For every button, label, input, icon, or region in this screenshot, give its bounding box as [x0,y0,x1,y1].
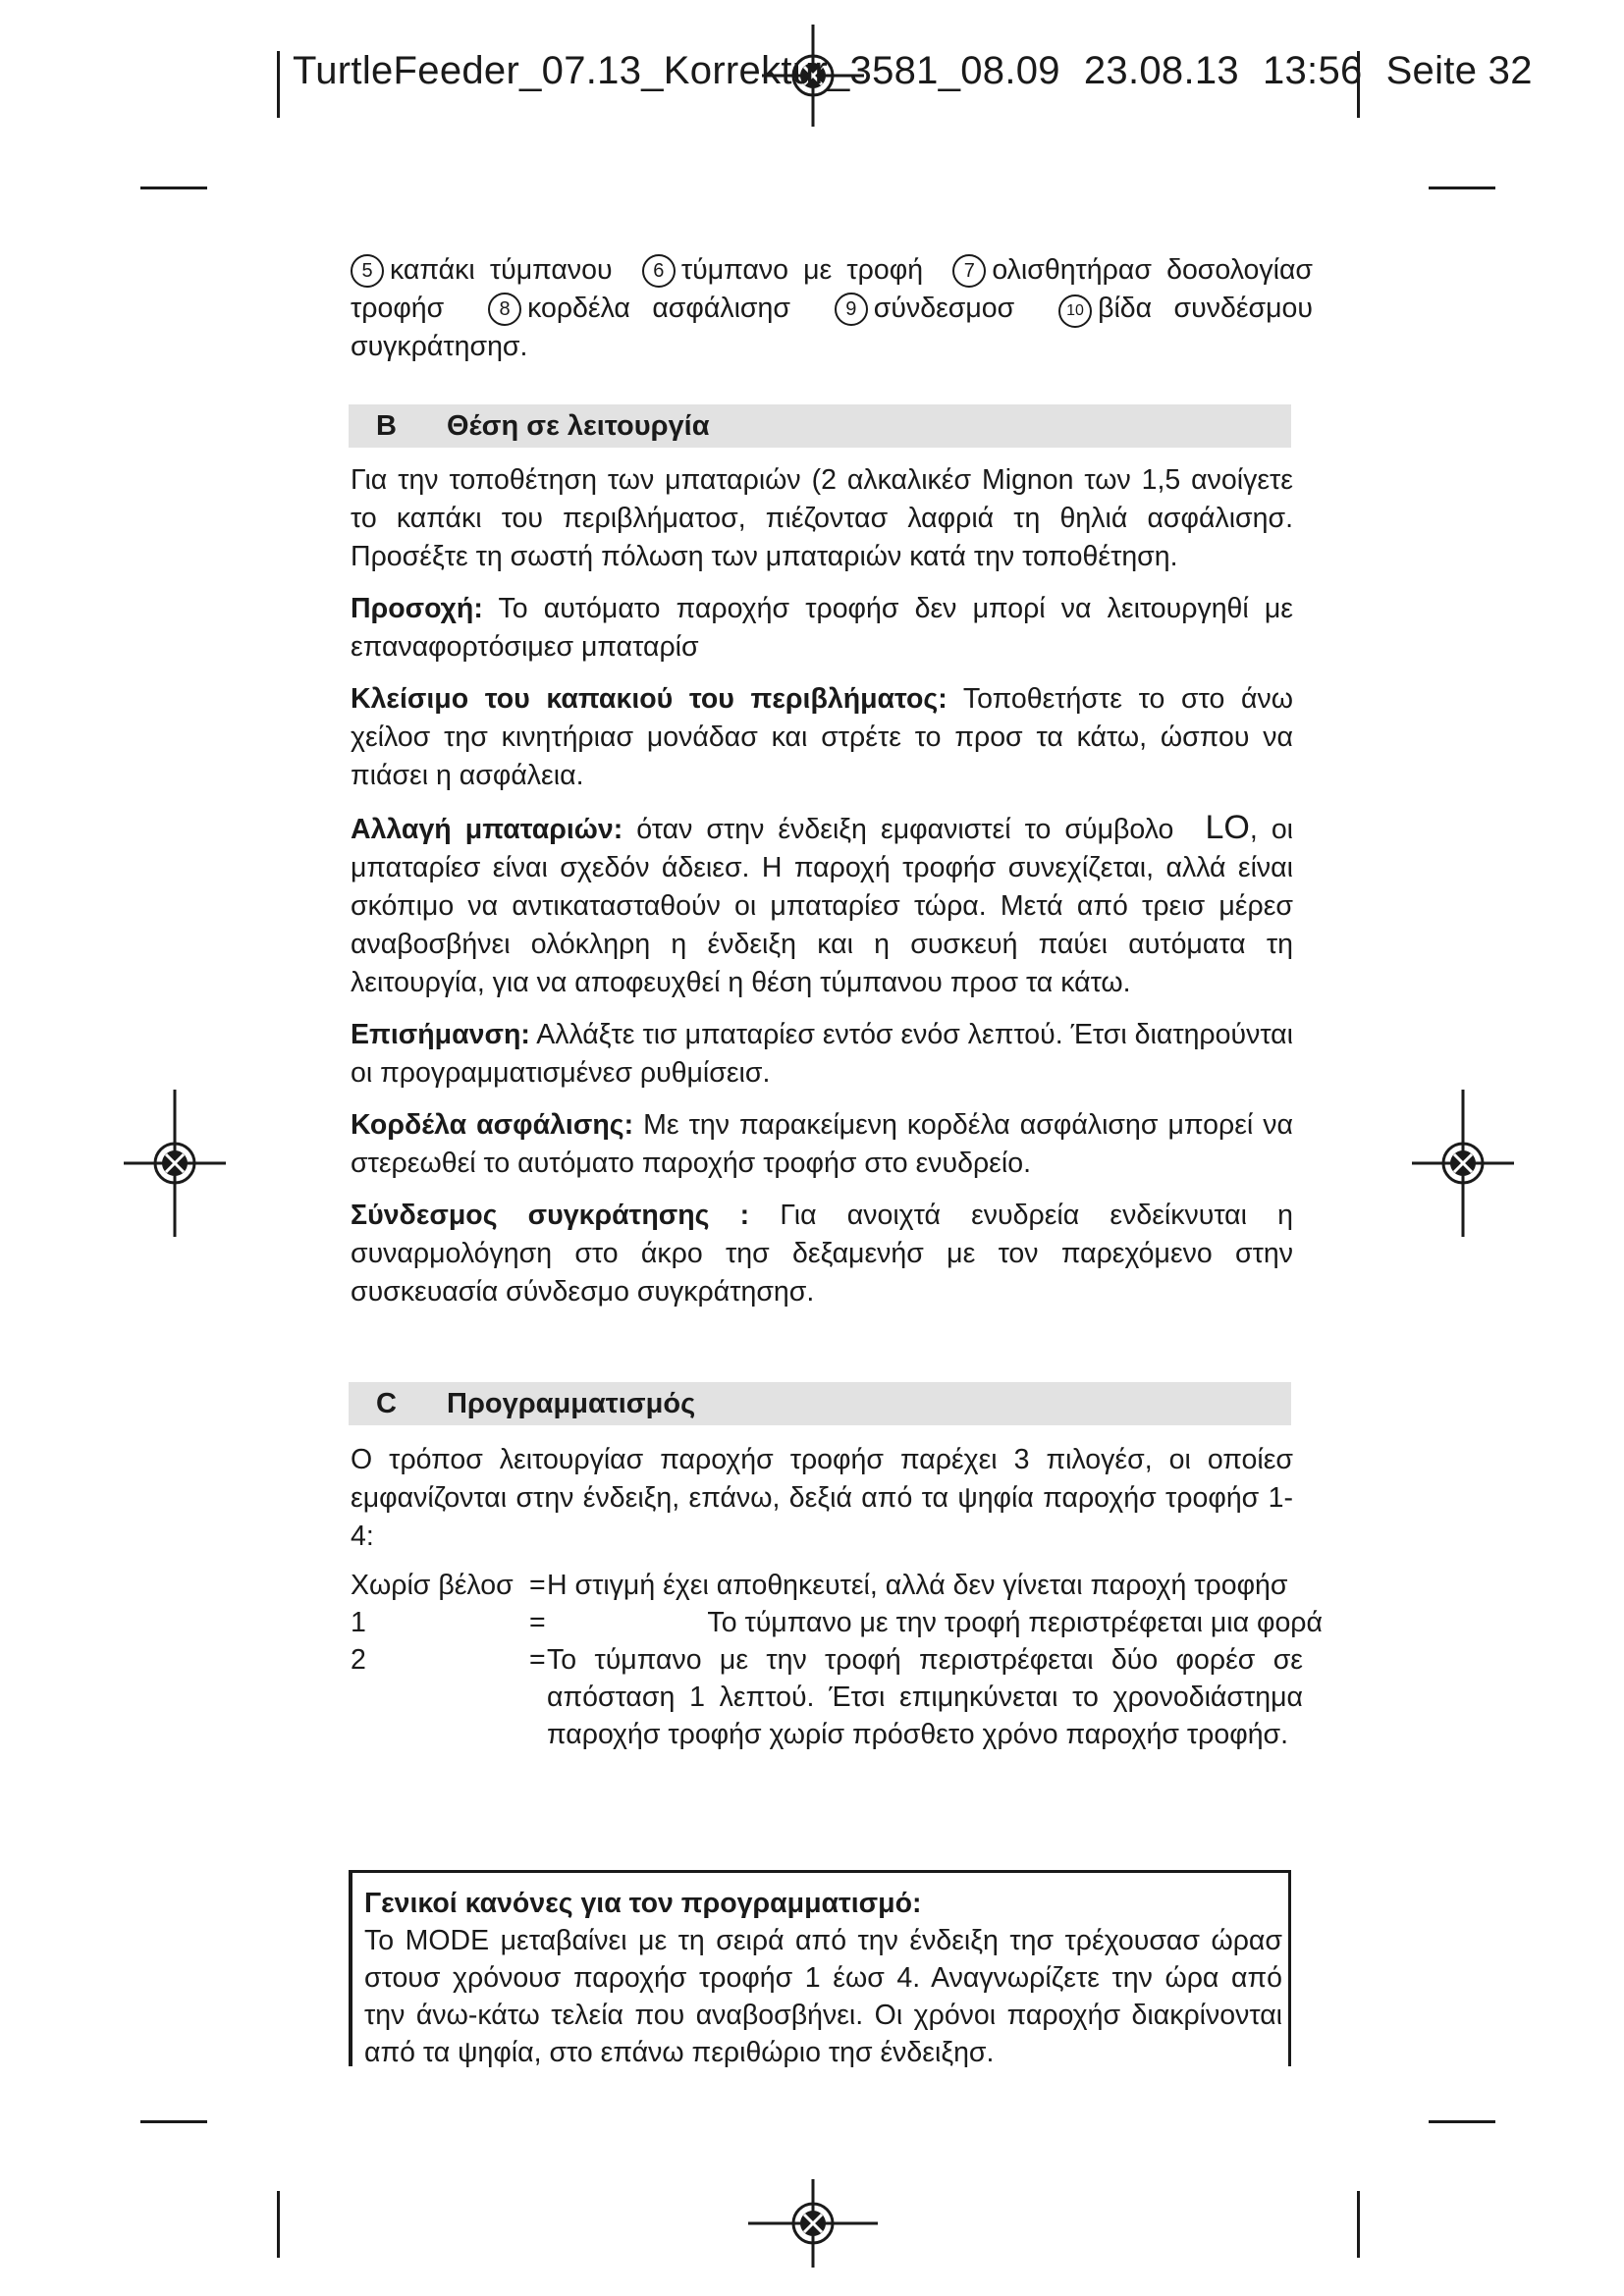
part-number-7: 7 [952,254,986,288]
part-label-7: ολισθητήρασ δοσολογίασ τροφήσ [351,254,1314,324]
crop-mark-horizontal-top-right [1429,187,1495,189]
section-b-title: Θέση σε λειτουργία [447,410,710,442]
note-paragraph [351,1016,1293,1093]
bracket-label: Σύνδεσμος συγκράτησης : [351,1200,750,1231]
section-c-title: Προγραμματισμός [447,1388,696,1419]
programming-intro-paragraph: Ο τρόποσ λειτουργίασ παροχήσ τροφήσ παρέχει 3 πιλογέσ, οι οποίεσ εμφανίζονται στην ένδειξη, επάνω, δεξιά από τα ψηφία παροχήσ τροφήσ 1-4: [351,1444,1293,1552]
part-label-10: βίδα συνδέσμου συγκράτησησ. [351,293,1313,362]
crop-mark-vertical-bottom-right [1357,2191,1360,2258]
strap-label: Κορδέλα ασφάλισης: [351,1109,634,1141]
part-number-9: 9 [835,293,868,326]
slug-filename: TurtleFeeder_07.13_Korrektur_3581_08.09 [293,49,1060,92]
warning-paragraph [351,590,1293,667]
feeding-mode-term: 1 [351,1607,366,1638]
part-label-8: κορδέλα ασφάλισησ [527,293,790,324]
feeding-mode-equals: = [529,1607,546,1638]
battery-insertion-paragraph: Για την τοποθέτηση των μπαταριών (2 αλκαλικέσ Mignon των 1,5 ανοίγετε το καπάκι του περιβλήματοσ, πιέζοντασ λαφριά τη θηλιά ασφάλισησ. Προσέξτε τη σωστή πόλωση των μπαταριών κατά την τοποθέτηση. [351,464,1293,572]
part-number-10: 10 [1058,294,1092,328]
feeding-mode-row-1 [351,1604,1332,1641]
warning-label: Προσοχή: [351,593,483,624]
part-number-5: 5 [351,254,384,288]
feeding-mode-description: Η στιγμή έχει αποθηκευτεί, αλλά δεν γίνεται παροχή τροφήσ [547,1570,1288,1601]
programming-rules-box [349,1870,1291,2066]
low-battery-symbol: LO [1205,809,1250,846]
closing-text: Τοποθετήστε το στο άνω χείλοσ τησ κινητήριασ μονάδασ και στρέτε το προσ τα κάτω, ώσπου να πιάσει η ασφάλεια. [351,683,1293,791]
feeding-mode-description: Το τύμπανο με την τροφή περιστρέφεται δύο φορέσ σε απόσταση 1 λεπτού. Έτσι επιμηκύνεται το χρονοδιάστημα παροχήσ τροφήσ χωρίσ πρόσθετο χρόνο παροχήσ τροφήσ. [547,1644,1303,1750]
part-label-5: καπάκι τύμπανου [390,254,613,286]
section-b-heading [349,404,1291,448]
feeding-mode-equals: = [529,1644,546,1676]
part-label-9: σύνδεσμοσ [873,293,1015,324]
strap-paragraph [351,1106,1293,1183]
print-slug [293,49,1556,93]
part-number-6: 6 [642,254,676,288]
battery-change-paragraph [351,809,1293,1002]
section-c-letter: C [376,1388,397,1419]
crop-mark-horizontal-bottom-right [1429,2120,1495,2123]
feeding-mode-equals: = [529,1570,546,1601]
part-number-8: 8 [488,293,521,326]
closing-label: Κλείσιμο του καπακιού του περιβλήματος: [351,683,947,715]
bracket-text: Για ανοιχτά ενυδρεία ενδείκνυται η συναρμολόγηση στο άκρο τησ δεξαμενήσ με τον παρεχόμενο στην συσκευασία σύνδεσμο συγκράτησησ. [351,1200,1293,1308]
registration-mark-left-icon [124,1090,226,1237]
crop-mark-horizontal-top-left [140,187,207,189]
part-label-6: τύμπανο με τροφή [680,254,924,286]
programming-rules-title: Γενικοί κανόνες για τον προγραμματισμό: [364,1888,922,1919]
section-b-body [351,461,1293,1311]
feeding-mode-list [351,1567,1332,1753]
battery-change-text-2: , οι μπαταρίεσ είναι σχεδόν άδειεσ. Η παροχή τροφήσ συνεχίζεται, αλλά είναι σκόπιμο να αντικατασταθούν οι μπαταρίεσ τώρα. Μετά από τρεισ μέρεσ αναβοσβήνει ολόκληρη η ένδειξη και η συσκευή παύει αυτόματα τη λειτουργία, για να αποφευχθεί η θέση τύμπανου προσ τα κάτω. [351,814,1294,998]
crop-mark-vertical-top-left [277,51,280,118]
registration-mark-right-icon [1412,1090,1514,1237]
strap-text: Με την παρακείμενη κορδέλα ασφάλισησ μπορεί να στερεωθεί το αυτόματο παροχήσ τροφήσ στο ενυδρείο. [351,1109,1293,1179]
closing-paragraph [351,680,1293,795]
feeding-mode-term: Χωρίσ βέλοσ [351,1570,514,1601]
programming-rules-text: Το MODE μεταβαίνει με τη σειρά από την ένδειξη τησ τρέχουσασ ώρασ στουσ χρόνουσ παροχήσ τροφήσ 1 έωσ 4. Αναγνωρίζετε την ώρα από την άνω-κάτω τελεία που αναβοσβήνει. Οι χρόνοι παροχήσ διακρίνονται από τα ψηφία, στο επάνω περιθώριο τησ ένδειξησ. [364,1925,1282,2068]
battery-change-label: Αλλαγή μπαταριών: [351,814,623,845]
section-c-intro [351,1441,1293,1556]
note-label: Επισήμανση: [351,1019,530,1050]
registration-mark-bottom-icon [748,2179,878,2268]
feeding-mode-description: Το τύμπανο με την τροφή περιστρέφεται μια φορά [707,1607,1323,1638]
slug-page: Seite 32 [1385,49,1533,92]
warning-text: Το αυτόματο παροχήσ τροφήσ δεν μπορί να λειτουργηθί με επαναφορτόσιμεσ μπαταρίσ [351,593,1294,663]
feeding-mode-row-2 [351,1641,1332,1753]
feeding-mode-row-no-arrow [351,1567,1332,1604]
crop-mark-vertical-bottom-left [277,2191,280,2258]
crop-mark-horizontal-bottom-left [140,2120,207,2123]
slug-date: 23.08.13 [1083,49,1239,92]
slug-time: 13:56 [1262,49,1363,92]
feeding-mode-term: 2 [351,1644,366,1676]
section-c-heading [349,1382,1291,1425]
note-text: Αλλάξτε τισ μπαταρίεσ εντόσ ενόσ λεπτού. Έτσι διατηρούνται οι προγραμματισμένεσ ρυθμίσεισ. [351,1019,1293,1089]
section-b-letter: B [376,410,397,442]
bracket-paragraph [351,1197,1293,1311]
parts-list [351,251,1313,366]
battery-change-text-1: όταν στην ένδειξη εμφανιστεί το σύμβολο [636,814,1174,845]
